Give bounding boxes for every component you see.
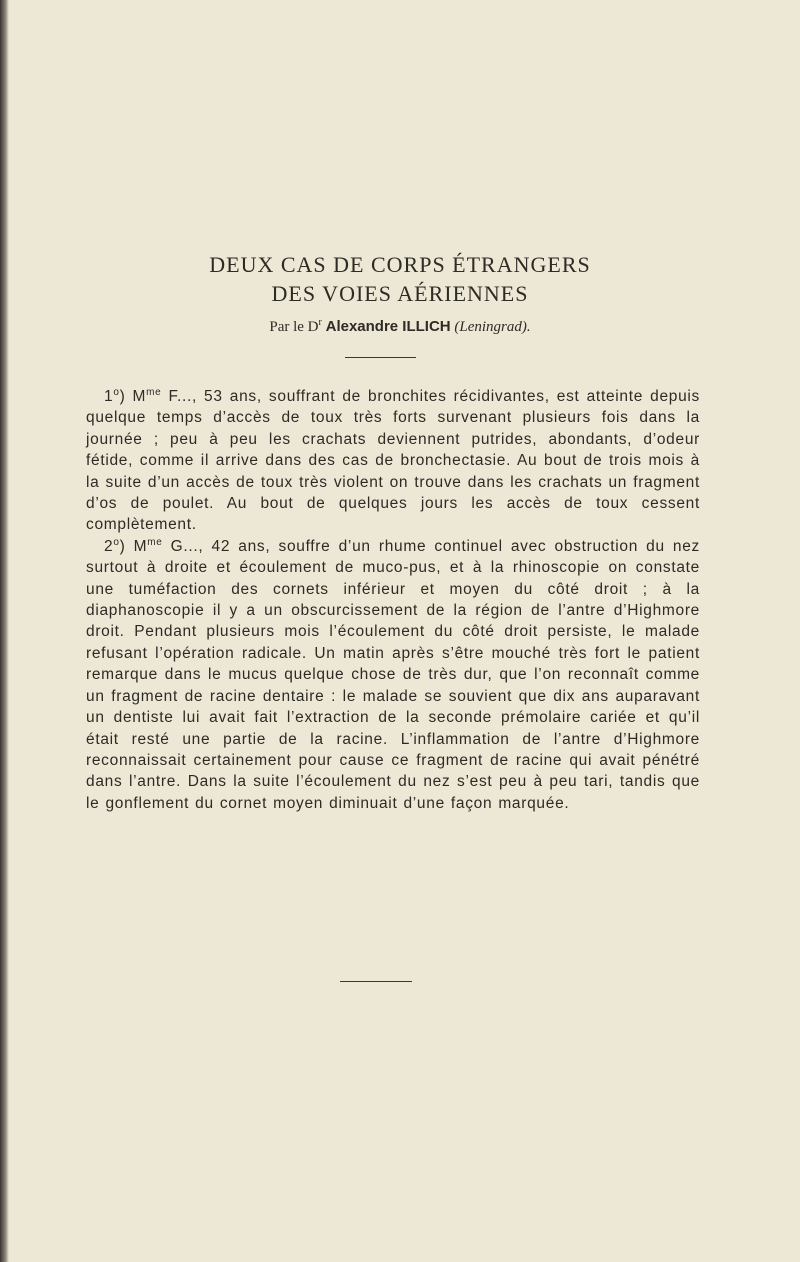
byline-prefix: Par le D — [269, 319, 319, 335]
honorific-sup: me — [146, 386, 162, 398]
author-name: Alexandre ILLICH — [325, 318, 451, 335]
article-body — [86, 386, 700, 814]
paragraph-text: G..., 42 ans, souffre d’un rhume continuel avec obstruction du nez surtout à droite et écoulement de muco-pus, et à la rhinoscopie on constate une tuméfaction des cornets inférieur et moyen du côté droit ; à la diaphanoscopie il y a un obscurcissement de la région de l’antre d’Highmore droit. Pendant plusieurs mois l’écoulement du côté droit persiste, le malade refusant l’opération radicale. Un matin après s’être mouché très fort le patient remarque dans le mucus quelque chose de très dur, que l’on reconnaît comme un fragment de racine dentaire : le malade se souvient que dix ans auparavant un dentiste lui avait fait l’extraction de la seconde prémolaire cariée et qu’il était resté une partie de la racine. L’inflammation de l’antre d’Highmore reconnaissait certainement pour cause ce fragment de racine qui avait pénétré dans l’antre. Dans la suite l’écoulement du nez s’est peu à peu tari, tandis que le gonflement du cornet moyen diminuait d’une façon marquée. — [86, 537, 700, 812]
case-paragraph-1: 1$^o$) $M^{me}$ F..., 53 ans, souffrant de bronchites récidivantes, est atteinte depuis quelque temps d’accès de toux très forts survenant plusieurs fois dans la journée ; peu à peu les crachats deviennent putrides, abondants, d’odeur fétide, comme il arrive dans des cas de bronchectasie. Au bout de trois mois à la suite d’un accès de toux très violent on trouve dans les crachats un fragment d’os de poulet. Au bout de quelques jours les accès de toux cessent complètement. — [86, 386, 700, 534]
case-number: 1 — [104, 388, 114, 405]
honorific: M — [133, 537, 148, 555]
separator-rule-bottom — [340, 981, 412, 982]
case-paragraph-2: 2$^o$) $M^{me}$ G..., 42 ans, souffre d’un rhume continuel avec obstruction du nez surtout à droite et écoulement de muco-pus, et à la rhinoscopie on constate une tuméfaction des cornets inférieur et moyen du côté droit ; à la diaphanoscopie il y a un obscurcissement de la région de l’antre d’Highmore droit. Pendant plusieurs mois l’écoulement du côté droit persiste, le malade refusant l’opération radicale. Un matin après s’être mouché très fort le patient remarque dans le mucus quelque chose de très dur, que l’on reconnaît comme un fragment de racine dentaire : le malade se souvient que dix ans auparavant un dentiste lui avait fait l’extraction de la seconde prémolaire cariée et qu’il était resté une partie de la racine. L’inflammation de l’antre d’Highmore reconnaissait certainement pour cause ce fragment de racine qui avait pénétré dans l’antre. Dans la suite l’écoulement du nez s’est peu à peu tari, tandis que le gonflement du cornet moyen diminuait d’une façon marquée. — [86, 536, 700, 812]
byline-prefix-sup: r — [318, 317, 322, 328]
article-title-line-2: DES VOIES AÉRIENNES — [271, 281, 529, 306]
paragraph-text: F..., 53 ans, souffrant de bronchites récidivantes, est atteinte depuis quelque temps d’accès de toux très forts survenant plusieurs fois dans la journée ; peu à peu les crachats deviennent putrides, abondants, d’odeur fétide, comme il arrive dans des cas de bronchectasie. Au bout de trois mois à la suite d’un accès de toux très violent on trouve dans les crachats un fragment d’os de poulet. Au bout de quelques jours les accès de toux cessent complètement. — [86, 388, 700, 534]
byline — [0, 318, 800, 336]
case-number: 2 — [104, 537, 114, 555]
case-number-sup: o — [113, 536, 120, 548]
case-number-sup: o — [113, 386, 120, 398]
separator-rule-top — [345, 357, 416, 358]
author-place: (Leningrad). — [454, 319, 531, 335]
honorific-sup: me — [147, 536, 163, 548]
article-title-line-1: DEUX CAS DE CORPS ÉTRANGERS — [209, 252, 591, 277]
honorific: M — [132, 388, 147, 405]
